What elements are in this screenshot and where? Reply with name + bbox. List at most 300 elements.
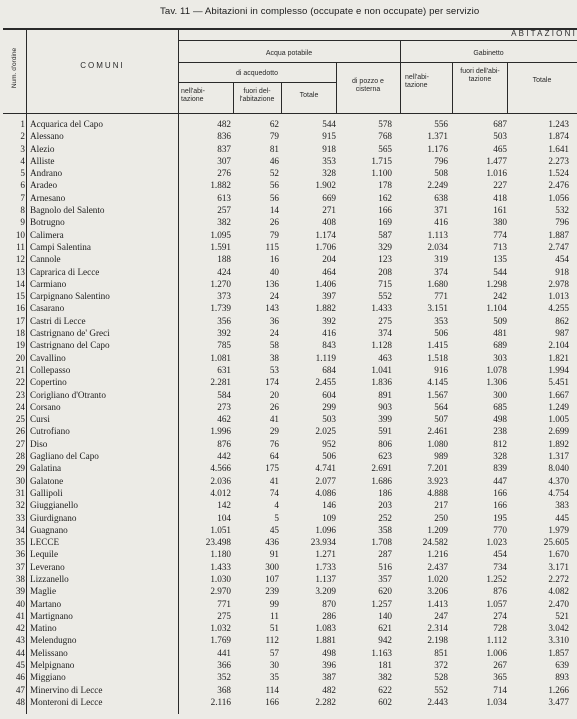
cell-value: 3.206 [427,586,448,597]
table-row [3,413,577,425]
cell-value: 1.670 [548,549,569,560]
row-number: 35 [15,537,25,548]
table-row [3,290,577,302]
cell-value: 462 [217,414,231,425]
cell-value: 136 [265,278,279,289]
cell-value: 1.306 [486,377,507,388]
cell-value: 1.005 [548,414,569,425]
table-body [3,118,577,708]
cell-value: 371 [434,205,448,216]
cell-value: 26 [269,401,279,412]
cell-value: 1.298 [486,278,507,289]
table-row [3,118,577,130]
cell-value: 2.272 [548,573,569,584]
cell-value: 836 [217,131,231,142]
cell-value: 1.518 [427,352,448,363]
cell-value: 837 [217,143,231,154]
comune-name: Leverano [30,561,65,572]
cell-value: 685 [493,401,507,412]
cell-value: 503 [322,414,336,425]
cell-value: 366 [217,660,231,671]
cell-value: 76 [269,438,279,449]
cell-value: 35 [269,672,279,683]
row-number: 38 [15,573,25,584]
cell-value: 768 [378,131,392,142]
cell-value: 267 [493,660,507,671]
row-number: 28 [15,451,25,462]
cell-value: 1.413 [427,598,448,609]
cell-value: 1.739 [210,303,231,314]
comune-name: Cannole [30,254,61,265]
comune-name: Carmiano [30,278,67,289]
cell-value: 454 [555,254,569,265]
cell-value: 987 [555,328,569,339]
cell-value: 23.498 [205,537,231,548]
cell-value: 3.042 [548,623,569,634]
row-number: 5 [20,168,25,179]
comune-name: Acquarica del Capo [30,119,103,129]
cell-value: 1.733 [315,561,336,572]
cell-value: 4.566 [210,463,231,474]
table-row [3,487,577,499]
table-row [3,339,577,351]
comune-name: Cavallino [30,352,66,363]
cell-value: 397 [322,291,336,302]
cell-value: 79 [269,229,279,240]
comune-name: Cursi [30,414,50,425]
cell-value: 41 [269,475,279,486]
comune-name: Lizzanello [30,573,69,584]
cell-value: 373 [217,291,231,302]
cell-value: 4.082 [548,586,569,597]
comune-name: LECCE [30,537,60,548]
cell-value: 1.209 [427,524,448,535]
row-number: 18 [15,328,25,339]
comune-name: Galatone [30,475,64,486]
cell-value: 114 [265,684,279,695]
cell-value: 300 [493,389,507,400]
cell-value: 565 [378,143,392,154]
comune-name: Giuggianello [30,500,78,511]
comune-name: Alessano [30,131,64,142]
cell-value: 2.036 [210,475,231,486]
cell-value: 51 [269,623,279,634]
header-num-ordine: Num. d'ordine [11,47,18,89]
comune-name: Gallipoli [30,487,63,498]
cell-value: 481 [493,328,507,339]
table-row [3,192,577,204]
cell-value: 56 [269,180,279,191]
row-number: 6 [20,180,25,191]
cell-value: 687 [493,119,507,129]
cell-value: 621 [378,623,392,634]
cell-value: 99 [269,598,279,609]
cell-value: 1.686 [371,475,392,486]
cell-value: 175 [265,463,279,474]
cell-value: 839 [493,463,507,474]
table-row [3,671,577,683]
table-row [3,389,577,401]
cell-value: 287 [378,549,392,560]
cell-value: 275 [217,610,231,621]
comune-name: Caprarica di Lecce [30,266,100,277]
row-number: 19 [15,340,25,351]
cell-value: 58 [269,340,279,351]
comune-name: Andrano [30,168,63,179]
table-row [3,573,577,585]
table-row [3,684,577,696]
header-gab-totale: Totale [532,77,552,84]
cell-value: 952 [322,438,336,449]
table-row [3,622,577,634]
cell-value: 445 [555,512,569,523]
cell-value: 771 [434,291,448,302]
table-row [3,425,577,437]
cell-value: 392 [217,328,231,339]
cell-value: 2.461 [427,426,448,437]
cell-value: 1.176 [427,143,448,154]
cell-value: 146 [322,500,336,511]
cell-value: 508 [434,168,448,179]
cell-value: 893 [555,672,569,683]
cell-value: 1.371 [427,131,448,142]
cell-value: 91 [269,549,279,560]
header-acqua-potabile: Acqua potabile [265,50,313,57]
cell-value: 587 [378,229,392,240]
comune-name: Lequile [30,549,59,560]
cell-value: 1.096 [315,524,336,535]
cell-value: 8.040 [548,463,569,474]
cell-value: 382 [217,217,231,228]
cell-value: 271 [322,205,336,216]
cell-value: 631 [217,364,231,375]
cell-value: 352 [217,672,231,683]
row-number: 30 [15,475,25,486]
row-number: 11 [16,241,25,252]
cell-value: 1.641 [548,143,569,154]
cell-value: 24.582 [422,537,448,548]
cell-value: 1.180 [210,549,231,560]
cell-value: 380 [493,217,507,228]
row-number: 41 [15,610,25,621]
cell-value: 578 [378,119,392,129]
cell-value: 1.591 [210,241,231,252]
col-rule-c2 [233,82,234,114]
cell-value: 239 [265,586,279,597]
cell-value: 166 [493,487,507,498]
row-number: 44 [15,647,25,658]
cell-value: 1.163 [371,647,392,658]
cell-value: 796 [434,155,448,166]
comune-name: Miggiano [30,672,66,683]
table-row [3,241,577,253]
comune-name: Melissano [30,647,68,658]
gabinetto-underline [400,62,577,63]
cell-value: 942 [378,635,392,646]
cell-value: 40 [269,266,279,277]
cell-value: 796 [555,217,569,228]
cell-value: 1.836 [371,377,392,388]
cell-value: 45 [269,524,279,535]
table-row [3,548,577,560]
cell-value: 714 [493,684,507,695]
cell-value: 1.034 [486,696,507,707]
cell-value: 1.078 [486,364,507,375]
cell-value: 242 [493,291,507,302]
cell-value: 104 [217,512,231,523]
cell-value: 1.433 [210,561,231,572]
cell-value: 416 [434,217,448,228]
table-row [3,155,577,167]
comune-name: Arnesano [30,192,66,203]
cell-value: 319 [434,254,448,265]
cell-value: 408 [322,217,336,228]
cell-value: 1.270 [210,278,231,289]
row-number: 21 [15,364,25,375]
row-number: 24 [15,401,25,412]
comune-name: Campi Salentina [30,241,91,252]
cell-value: 441 [217,647,231,658]
cell-value: 29 [269,426,279,437]
cell-value: 1.095 [210,229,231,240]
cell-value: 3.171 [548,561,569,572]
cell-value: 273 [217,401,231,412]
cell-value: 623 [378,451,392,462]
cell-value: 1.080 [427,438,448,449]
cell-value: 24 [269,328,279,339]
cell-value: 7.201 [427,463,448,474]
cell-value: 2.747 [548,241,569,252]
table-row [3,229,577,241]
cell-value: 734 [493,561,507,572]
cell-value: 2.455 [315,377,336,388]
table-row [3,266,577,278]
comune-name: Copertino [30,377,67,388]
cell-value: 1.882 [315,303,336,314]
header-di-pozzo: di pozzo e cisterna [352,78,384,93]
cell-value: 1.083 [315,623,336,634]
cell-value: 1.857 [548,647,569,658]
header-comuni: COMUNI [80,61,125,70]
comune-name: Diso [30,438,48,449]
cell-value: 62 [269,119,279,129]
cell-value: 307 [217,155,231,166]
cell-value: 4.370 [548,475,569,486]
cell-value: 178 [378,180,392,191]
cell-value: 2.443 [427,696,448,707]
cell-value: 870 [322,598,336,609]
row-number: 40 [15,598,25,609]
cell-value: 1.477 [486,155,507,166]
cell-value: 275 [378,315,392,326]
comune-name: Matino [30,623,57,634]
row-number: 3 [20,143,25,154]
table-row [3,634,577,646]
cell-value: 1.104 [486,303,507,314]
cell-value: 506 [322,451,336,462]
cell-value: 1.415 [427,340,448,351]
cell-value: 1.680 [427,278,448,289]
comune-name: Martano [30,598,62,609]
cell-value: 250 [434,512,448,523]
cell-value: 4.012 [210,487,231,498]
row-number: 9 [20,217,25,228]
header-di-acquedotto: di acquedotto [235,70,279,77]
comune-name: Monteroni di Lecce [30,696,103,707]
cell-value: 1.216 [427,549,448,560]
cell-value: 669 [322,192,336,203]
row-number: 20 [15,352,25,363]
comune-name: Melpignano [30,660,75,671]
cell-value: 891 [378,389,392,400]
cell-value: 328 [493,451,507,462]
table-row [3,610,577,622]
cell-value: 356 [217,315,231,326]
table-row [3,696,577,708]
cell-value: 1.706 [315,241,336,252]
cell-value: 140 [378,610,392,621]
row-number: 4 [20,155,25,166]
cell-value: 876 [493,586,507,597]
cell-value: 1.874 [548,131,569,142]
cell-value: 684 [322,364,336,375]
cell-value: 1.708 [371,537,392,548]
cell-value: 181 [378,660,392,671]
cell-value: 544 [493,266,507,277]
cell-value: 247 [434,610,448,621]
cell-value: 4.754 [548,487,569,498]
row-number: 25 [15,414,25,425]
cell-value: 16 [269,254,279,265]
comune-name: Castrignano del Capo [30,340,110,351]
cell-value: 591 [378,426,392,437]
table-title: Tav. 11 — Abitazioni in complesso (occupate e non occupate) per servizio [160,6,480,17]
row-number: 10 [15,229,25,240]
header-acq-fuori-abitazione: fuori del-l'abitazione [239,88,275,103]
cell-value: 622 [378,684,392,695]
cell-value: 24 [269,291,279,302]
cell-value: 509 [493,315,507,326]
cell-value: 276 [217,168,231,179]
comune-name: Castrignano de' Greci [30,328,110,339]
cell-value: 463 [378,352,392,363]
cell-value: 368 [217,684,231,695]
cell-value: 1.882 [210,180,231,191]
row-number: 32 [15,500,25,511]
cell-value: 2.077 [315,475,336,486]
comune-name: Corsano [30,401,61,412]
comune-name: Calimera [30,229,64,240]
cell-value: 1.252 [486,573,507,584]
cell-value: 204 [322,254,336,265]
cell-value: 602 [378,696,392,707]
acqua-underline [178,62,400,63]
cell-value: 918 [555,266,569,277]
cell-value: 516 [378,561,392,572]
cell-value: 112 [265,635,279,646]
row-number: 36 [15,549,25,560]
row-number: 23 [15,389,25,400]
cell-value: 2.281 [210,377,231,388]
row-number: 39 [15,586,25,597]
cell-value: 1.006 [486,647,507,658]
cell-value: 638 [434,192,448,203]
cell-value: 528 [434,672,448,683]
cell-value: 556 [434,119,448,129]
cell-value: 109 [322,512,336,523]
cell-value: 252 [378,512,392,523]
col-rule-c7 [507,62,508,114]
table-row [3,524,577,536]
table-row [3,450,577,462]
cell-value: 53 [269,364,279,375]
cell-value: 1.051 [210,524,231,535]
cell-value: 353 [434,315,448,326]
cell-value: 3.151 [427,303,448,314]
header-abitazioni: ABITAZIONI [511,29,577,38]
col-rule-c3 [281,82,282,114]
cell-value: 876 [217,438,231,449]
cell-value: 26 [269,217,279,228]
cell-value: 464 [322,266,336,277]
row-number: 31 [15,487,25,498]
cell-value: 1.137 [315,573,336,584]
cell-value: 46 [269,155,279,166]
comune-name: Collepasso [30,364,71,375]
cell-value: 918 [322,143,336,154]
cell-value: 564 [434,401,448,412]
row-number: 1 [20,119,25,129]
table-row [3,462,577,474]
header-acq-totale: Totale [299,92,319,99]
cell-value: 1.128 [371,340,392,351]
table-row [3,438,577,450]
comune-name: Minervino di Lecce [30,684,103,695]
cell-value: 1.174 [315,229,336,240]
table-row [3,561,577,573]
table-row [3,253,577,265]
cell-value: 328 [322,168,336,179]
cell-value: 418 [493,192,507,203]
cell-value: 4.145 [427,377,448,388]
cell-value: 1.112 [486,635,507,646]
comune-name: Corigliano d'Otranto [30,389,106,400]
cell-value: 57 [269,647,279,658]
cell-value: 507 [434,414,448,425]
cell-value: 1.996 [210,426,231,437]
cell-value: 142 [217,500,231,511]
cell-value: 552 [378,291,392,302]
cell-value: 274 [493,610,507,621]
cell-value: 5 [274,512,279,523]
cell-value: 544 [322,119,336,129]
table-row [3,278,577,290]
cell-value: 20 [269,389,279,400]
cell-value: 1.056 [548,192,569,203]
cell-value: 3.310 [548,635,569,646]
cell-value: 521 [555,610,569,621]
cell-value: 3.923 [427,475,448,486]
row-number: 12 [15,254,25,265]
table-row [3,364,577,376]
cell-value: 195 [493,512,507,523]
cell-value: 1.887 [548,229,569,240]
comune-name: Gagliano del Capo [30,451,99,462]
row-number: 29 [15,463,25,474]
cell-value: 2.025 [315,426,336,437]
comune-name: Maglie [30,586,57,597]
cell-value: 11 [270,610,279,621]
